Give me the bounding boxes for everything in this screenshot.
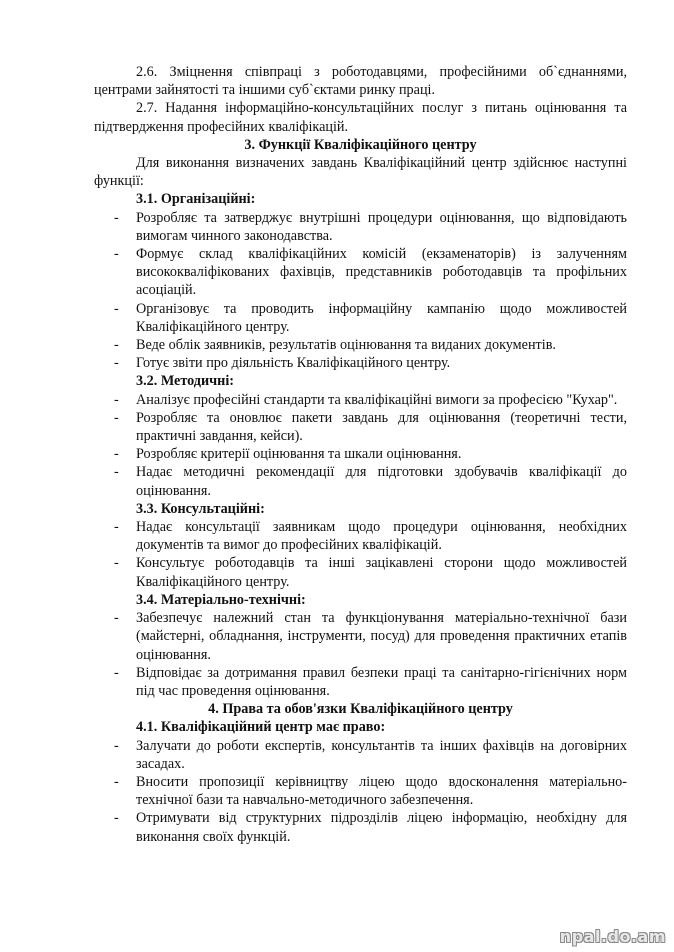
paragraph-2-6: 2.6. Зміцнення співпраці з роботодавцями, професійними об`єднаннями, центрами зайнятості та іншими суб`єктами ринку праці. <box>94 64 627 99</box>
list-item: - Організовує та проводить інформаційну кампанію щодо можливостей Кваліфікаційного центру. <box>94 300 627 336</box>
subsection-3-4-heading: 3.4. Матеріально-технічні: <box>136 591 306 608</box>
list-item: - Отримувати від структурних підрозділів ліцею інформацію, необхідну для виконання своїх функцій. <box>94 809 627 845</box>
subsection-3-2-heading: 3.2. Методичні: <box>136 373 234 390</box>
list-item: - Розробляє критерії оцінювання та шкали оцінювання. <box>94 445 627 463</box>
list-item: - Відповідає за дотримання правил безпеки праці та санітарно-гігієнічних норм під час проведення оцінювання. <box>94 664 627 700</box>
subsection-3-3-list <box>94 518 627 591</box>
subsection-3-3-heading: 3.3. Консультаційні: <box>136 500 265 517</box>
subsection-4-1-list <box>94 737 627 846</box>
list-item: - Аналізує професійні стандарти та кваліфікаційні вимоги за професією "Кухар". <box>94 391 627 409</box>
list-item: - Залучати до роботи експертів, консультантів та інших фахівців на договірних засадах. <box>94 737 627 773</box>
subsection-3-1-heading: 3.1. Організаційні: <box>136 191 256 208</box>
subsection-4-1-heading: 4.1. Кваліфікаційний центр має право: <box>136 719 386 736</box>
list-item: - Готує звіти про діяльність Кваліфікаційного центру. <box>94 354 627 372</box>
list-item: - Надає консультації заявникам щодо процедури оцінювання, необхідних документів та вимог до професійних кваліфікацій. <box>94 518 627 554</box>
document-page <box>94 63 627 846</box>
list-item: - Веде облік заявників, результатів оцінювання та виданих документів. <box>94 336 627 354</box>
list-item: - Надає методичні рекомендації для підготовки здобувачів кваліфікації до оцінювання. <box>94 463 627 499</box>
list-item: - Розробляє та затверджує внутрішні процедури оцінювання, що відповідають вимогам чинного законодавства. <box>94 209 627 245</box>
section-3-intro: Для виконання визначених завдань Кваліфікаційний центр здійснює наступні функції: <box>94 155 627 190</box>
section-3-title: 3. Функції Кваліфікаційного центру <box>244 136 477 153</box>
list-item: - Забезпечує належний стан та функціонування матеріально-технічної бази (майстерні, обладнання, інструменти, посуд) для проведення практичних етапів оцінювання. <box>94 609 627 664</box>
subsection-3-2-list <box>94 391 627 500</box>
subsection-3-1-list <box>94 209 627 373</box>
list-item: - Консультує роботодавців та інші зацікавлені сторони щодо можливостей Кваліфікаційного центру. <box>94 554 627 590</box>
section-4-title: 4. Права та обов'язки Кваліфікаційного центру <box>208 701 513 718</box>
list-item: - Вносити пропозиції керівництву ліцею щодо вдосконалення матеріально-технічної бази та навчально-методичного забезпечення. <box>94 773 627 809</box>
site-watermark: npal.do.am <box>559 927 666 946</box>
list-item: - Формує склад кваліфікаційних комісій (екзаменаторів) із залученням висококваліфікованих фахівців, представників роботодавців та профільних асоціацій. <box>94 245 627 300</box>
paragraph-2-7: 2.7. Надання інформаційно-консультаційних послуг з питань оцінювання та підтвердження професійних кваліфікацій. <box>94 100 627 135</box>
list-item: - Розробляє та оновлює пакети завдань для оцінювання (теоретичні тести, практичні завдання, кейси). <box>94 409 627 445</box>
subsection-3-4-list <box>94 609 627 700</box>
